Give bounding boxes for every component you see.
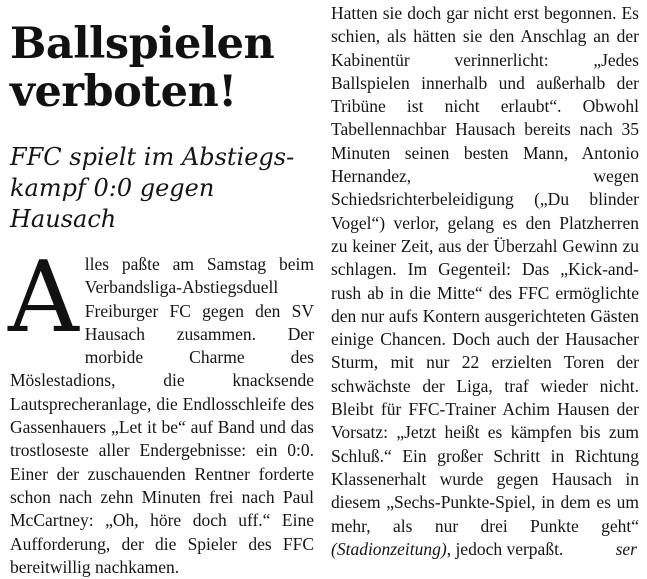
drop-cap: A — [8, 241, 79, 355]
right-column — [331, 2, 639, 561]
body-text-right: Hatten sie doch gar nicht erst begonnen. Es schien, als hätten sie den Anschlag an der Kabinentür verinnerlicht: „Jedes Ballspielen innerhalb und außerhalb der Tribüne ist nicht erlaubt“. Obwohl Tabellennachbar Hausach bereits nach 35 Minuten seinen besten Mann, Antonio Hernandez, wegen Schiedsrichterbeleidigung („Du blinder Vogel“) verlor, gelang es den Platzherren zu keiner Zeit, aus der Überzahl Gewinn zu schlagen. Im Gegenteil: Das „Kick-and-rush ab in die Mitte“ des FFC ermöglichte den nur aufs Kontern ausgerichteten Gästen einige Chancen. Doch auch der Hausacher Sturm, mit nur 22 erzielten Toren der schwächste der Liga, traf wieder nicht. Bleibt für FFC-Trainer Achim Hausen der Vorsatz: „Jetzt heißt es kämpfen bis zum Schluß.“ Ein großer Schritt in Richtung Klassenerhalt wurde gegen Hausach in diesem „Sechs-Punkte-Spiel, in dem es um mehr, als nur drei Punkte geht“ — [331, 3, 639, 536]
citation: (Stadionzeitung) — [331, 538, 447, 559]
headline — [10, 20, 314, 116]
body-ending: , jedoch verpaßt. — [446, 538, 564, 559]
body-paragraph-left — [8, 241, 314, 579]
headline-line-2: verboten! — [10, 67, 237, 117]
body-paragraph-right — [331, 2, 639, 561]
headline-line-1: Ballspielen — [10, 19, 275, 69]
subheadline-line-1: FFC spielt im Abstiegs- — [10, 143, 295, 171]
body-text-left: lles paßte am Samstag beim Verbandsliga-Abstiegsduell Freiburger FC gegen den SV Hausach zusammen. Der morbide Charme des Möslestadions, die knacksende Lautsprecheranlage, die Endlosschleife des Gassenhauers „Let it be“ auf Band und das trostloseste aller Endergebnisse: ein 0:0. Einer der zuschauenden Rentner forderte schon nach zehn Minuten frei nach Paul McCartney: „Oh, höre doch uff.“ Eine Aufforderung, der die Spieler des FFC bereitwillig nachkamen. — [10, 254, 314, 577]
author-byline: ser — [615, 538, 637, 559]
left-column — [10, 20, 314, 579]
subheadline-line-2: kampf 0:0 gegen Hausach — [10, 174, 215, 233]
subheadline — [10, 142, 314, 235]
